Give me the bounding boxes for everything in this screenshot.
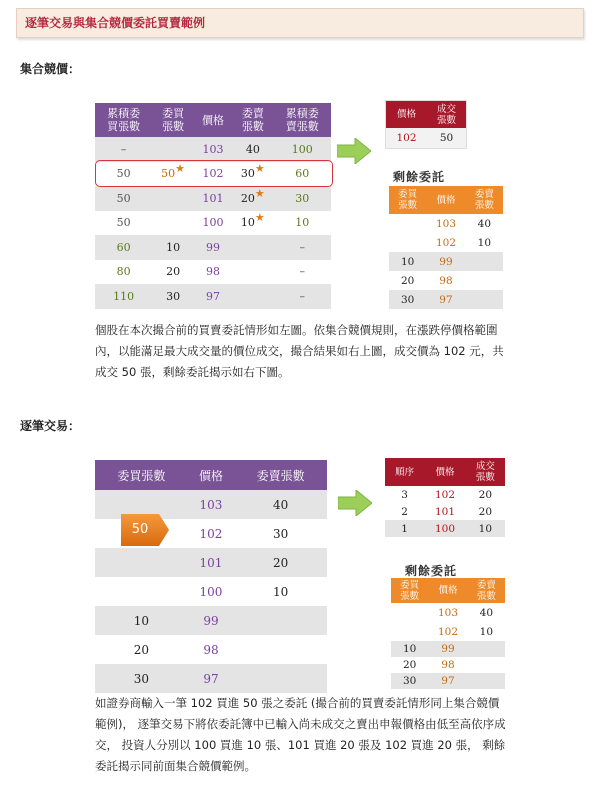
table-row: 102 10 bbox=[391, 622, 505, 641]
col-header: 價格 bbox=[188, 460, 234, 490]
col-header: 成交 張數 bbox=[427, 101, 466, 129]
cell bbox=[232, 284, 274, 309]
arrow-right-icon bbox=[337, 138, 371, 164]
table-row: 30 97 bbox=[95, 664, 327, 693]
star-icon: ★ bbox=[254, 186, 265, 200]
cell: 80 bbox=[116, 265, 131, 279]
cell: 103 bbox=[202, 142, 224, 156]
cell: 20 bbox=[166, 265, 181, 279]
table-row: 1 100 10 bbox=[385, 520, 505, 537]
cell: 60 bbox=[116, 240, 131, 254]
cell: 30 bbox=[166, 289, 181, 303]
page-title-banner bbox=[16, 8, 584, 38]
cell: 101 bbox=[202, 191, 224, 205]
table-row: 103 40 bbox=[389, 214, 503, 233]
col-header: 委賣張數 bbox=[234, 460, 327, 490]
col-header: 委賣 張數 bbox=[232, 103, 274, 137]
cell: 60 bbox=[295, 167, 310, 181]
table-row: 20 98 bbox=[389, 271, 503, 290]
s1-remaining-table bbox=[389, 186, 503, 309]
table-row: 102 10 bbox=[389, 233, 503, 252]
cell: 50 bbox=[116, 216, 131, 230]
col-header: 委買 張數 bbox=[389, 186, 426, 214]
cell: 50 bbox=[439, 132, 454, 144]
s2-remaining-title: 剩餘委託 bbox=[405, 564, 458, 578]
col-header: 順序 bbox=[385, 458, 424, 486]
cell bbox=[152, 186, 194, 211]
buy-order-badge-label: 50 bbox=[131, 522, 149, 537]
cell: 50★ bbox=[161, 162, 186, 181]
table-row bbox=[386, 128, 467, 149]
table-row bbox=[95, 137, 331, 162]
table-row: 30 97 bbox=[389, 290, 503, 309]
col-header: 委買張數 bbox=[95, 460, 188, 490]
cell: 10 bbox=[166, 240, 181, 254]
table-row: 100 10 bbox=[95, 577, 327, 606]
cell: 100 bbox=[202, 216, 224, 230]
cell: – bbox=[120, 142, 127, 156]
cell bbox=[232, 260, 274, 285]
col-header: 價格 bbox=[424, 458, 465, 486]
cell: 50 bbox=[116, 167, 131, 181]
col-header: 價格 bbox=[386, 101, 428, 129]
star-icon: ★ bbox=[254, 162, 265, 176]
col-header: 委買 張數 bbox=[152, 103, 194, 137]
cell: – bbox=[299, 240, 306, 254]
cell: 102 bbox=[202, 167, 224, 181]
table-row: 103 40 bbox=[391, 603, 505, 622]
cell: 30★ bbox=[240, 162, 265, 181]
cell: – bbox=[299, 289, 306, 303]
col-header: 委賣 張數 bbox=[468, 578, 505, 603]
table-row bbox=[95, 284, 331, 309]
table-row bbox=[95, 211, 331, 236]
cell: 98 bbox=[205, 265, 220, 279]
table-row: 102 30 bbox=[95, 519, 327, 548]
s1-remaining-title: 剩餘委託 bbox=[393, 170, 446, 184]
table-row: 10 99 bbox=[389, 252, 503, 271]
page-title: 逐筆交易與集合競價委託買賣範例 bbox=[25, 16, 206, 30]
cell: 99 bbox=[205, 240, 220, 254]
table-row: 10 99 bbox=[95, 606, 327, 635]
star-icon: ★ bbox=[175, 162, 186, 176]
table-row: 30 97 bbox=[391, 673, 505, 689]
cell: 97 bbox=[205, 289, 220, 303]
table-row bbox=[95, 260, 331, 285]
col-header: 委買 張數 bbox=[391, 578, 428, 603]
cell: 10★ bbox=[240, 211, 265, 230]
table-row: 10 99 bbox=[391, 641, 505, 657]
s1-order-book-table bbox=[95, 103, 331, 309]
table-row bbox=[95, 186, 331, 211]
s1-result-table bbox=[385, 100, 467, 149]
col-header: 成交 張數 bbox=[466, 458, 505, 486]
s2-result-table bbox=[385, 458, 505, 537]
cell: 40 bbox=[245, 142, 260, 156]
col-header: 價格 bbox=[426, 186, 465, 214]
s2-remaining-table bbox=[391, 578, 505, 689]
s1-description: 個股在本次撮合前的買賣委託情形如左圖。依集合競價規則，在漲跌停價格範圍內，以能滿足最大成交量的價位成交，撮合結果如右上圖，成交價為 102 元，共成交 50 張，剩餘委託揭示如右下圖。 bbox=[95, 323, 504, 379]
s2-order-book-table bbox=[95, 460, 327, 693]
cell bbox=[152, 211, 194, 236]
table-row bbox=[95, 235, 331, 260]
match-highlight-outline bbox=[95, 160, 333, 187]
table-row: 103 40 bbox=[95, 490, 327, 519]
table-row: 20 98 bbox=[391, 657, 505, 673]
cell: 10 bbox=[295, 216, 310, 230]
col-header: 價格 bbox=[428, 578, 467, 603]
table-row: 3 102 20 bbox=[385, 486, 505, 503]
cell bbox=[152, 137, 194, 162]
table-row: 2 101 20 bbox=[385, 503, 505, 520]
table-row: 101 20 bbox=[95, 548, 327, 577]
cell bbox=[232, 235, 274, 260]
col-header: 委賣 張數 bbox=[466, 186, 503, 214]
cell: 110 bbox=[113, 289, 135, 303]
cell: – bbox=[299, 265, 306, 279]
col-header: 累積委 賣張數 bbox=[274, 103, 331, 137]
cell: 100 bbox=[291, 142, 313, 156]
cell: 30 bbox=[295, 191, 310, 205]
cell: 102 bbox=[396, 132, 417, 144]
table-row: 20 98 bbox=[95, 635, 327, 664]
s2-description: 如證券商輸入一筆 102 買進 50 張之委託 (撮合前的買賣委託情形同上集合競價範例)， 逐筆交易下將依委託簿中已輸入尚未成交之賣出申報價格由低至高依序成交， 投資人分別以 100 買進 10 張、101 買進 20 張及 102 買進 20 張， 剩餘委託揭示同前面集合競價範例。 bbox=[95, 696, 506, 773]
col-header: 累積委 買張數 bbox=[95, 103, 152, 137]
arrow-right-icon bbox=[338, 490, 372, 516]
cell: 20★ bbox=[240, 186, 265, 205]
section1-heading: 集合競價： bbox=[20, 62, 81, 76]
col-header: 價格 bbox=[194, 103, 232, 137]
section2-heading: 逐筆交易： bbox=[20, 419, 81, 433]
cell: 50 bbox=[116, 191, 131, 205]
star-icon: ★ bbox=[254, 211, 265, 225]
